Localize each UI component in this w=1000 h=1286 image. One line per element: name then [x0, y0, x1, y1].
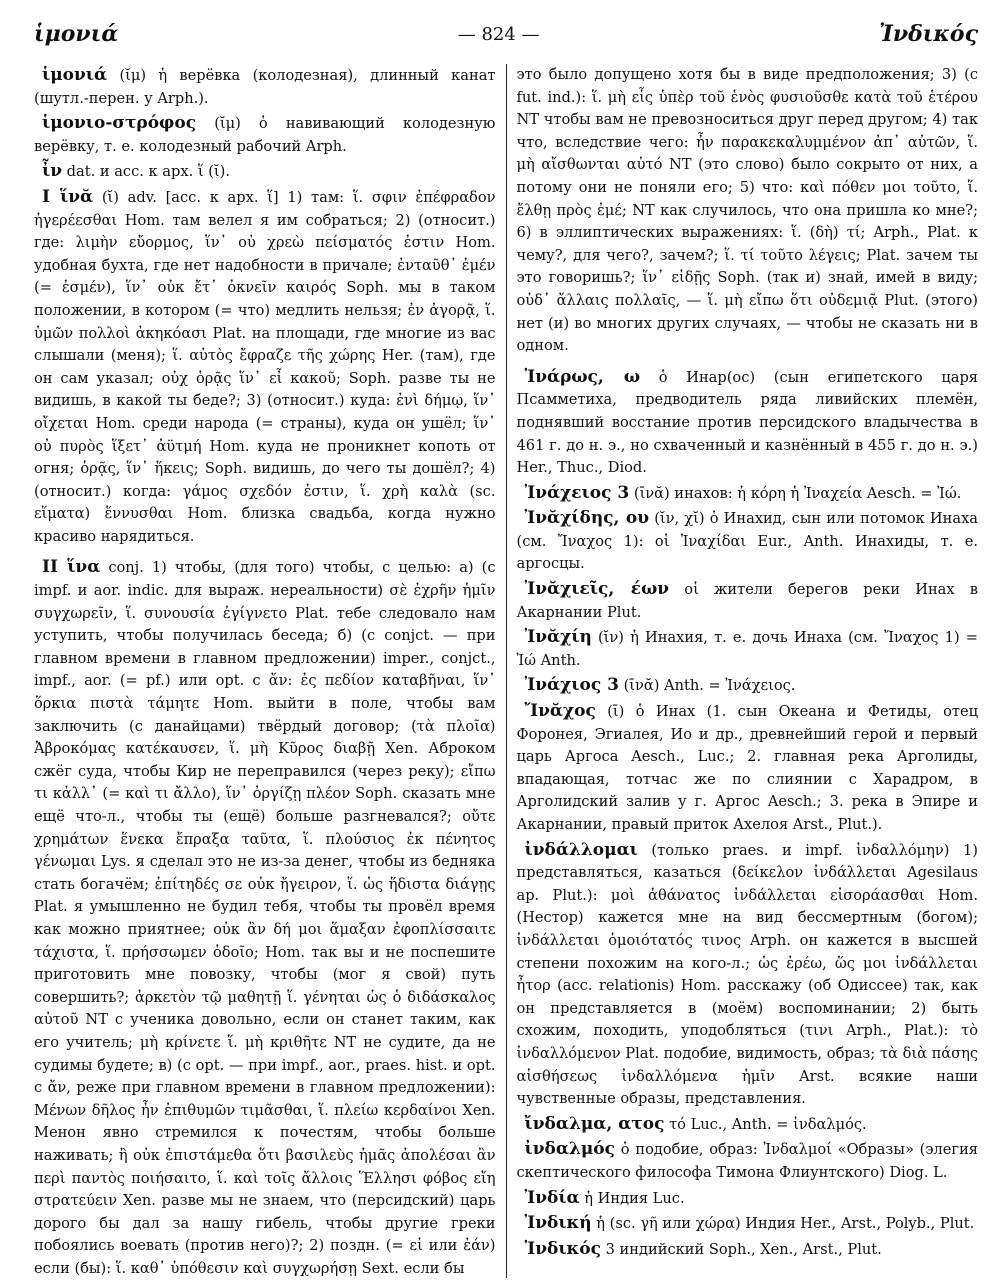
entry-text: οἱ жители берегов реки Инах в Акарнании Plut.	[516, 581, 978, 621]
entry-text: dat. и acc. к арх. ἵ (ῐ).	[66, 163, 230, 181]
entry-lemma: Ἰνᾰχιεῖς, έων	[524, 579, 670, 600]
entry-text: (ῐμ) ὁ навивающий колодезную верёвку, т. е. колодезный рабочий Arph.	[34, 115, 496, 155]
dictionary-entry	[517, 1113, 979, 1137]
entry-text: ὁ Инар(ос) (сын египетского царя Псамметиха, предводитель ряда ливийских племён, поднявший восстание против персидского владычества в 461 г. до н. э., но схваченный и казнённый в 455 г. до н. э.) Her., Thuc., Diod.	[516, 368, 978, 477]
entry-lemma: Ἰνᾰχίδης, ου	[524, 508, 650, 529]
dictionary-entry	[34, 556, 496, 1278]
entry-lemma: Ἰνᾰχίη	[524, 627, 592, 648]
entry-lemma: Ἰνάρως, ω	[524, 366, 641, 387]
entry-text: (ῐν, χῐ) ὁ Инахид, сын или потомок Инаха (см. Ἴναχος 1): οἱ Ἰναχίδαι Eur., Anth. Инахиды, т. е. аргосцы.	[516, 510, 978, 573]
entry-lemma: Ἰνάχιος 3	[524, 675, 619, 696]
entry-text: (ῐμ) ἡ верёвка (колодезная), длинный канат (шутл.-перен. у Arph.).	[34, 67, 496, 107]
entry-text: conj. 1) чтобы, (для того) чтобы, с целью: а) (с impf. и aor. indic. для выраж. нереальности) σὲ ἐχρῆν ἡμῖν συγχωρεῖν, ἵ. συνουσία ἐγίγνετο Plat. тебе следовало нам уступить, чтобы получилась беседа; б) (с conjct. — при главном времени в главном предложении) imper., conjct., impf., aor. (= pf.) или opt. с ἄν: ἐς πεδίον καταβῆναι, ἵν᾽ ὅρκια πιστὰ τάμητε Hom. выйти в поле, чтобы вам заключить (с данайцами) твёрдый договор; (τὰ πλοῖα) Ἀβροκόμας κατέκαυσεν, ἵ. μὴ Κῦρος διαβῇ Xen. Аброком сжёг суда, чтобы Кир не переправился (через реку); εἴπω τι κἀλλ᾽ (= καὶ τι ἄλλο), ἵν᾽ ὀργίζῃ πλέον Soph. сказать мне ещё что-л., чтобы ты (ещё) больше разгневался?; οὔτε χρημάτων ἕνεκα ἔπραξα ταῦτα, ἵ. πλούσιος ἐκ πένητος γένωμαι Lys. я сделал это не из-за денег, чтобы из бедняка стать богачём; ἐπίτηδές σε οὐκ ἤγειρον, ἵ. ὡς ἥδιστα διάγῃς Plat. я умышленно не будил тебя, чтобы ты провёл время как можно приятнее; οὐκ ἂν δή μοι ἅμαξαν ἐφοπλίσσαιτε τάχιστα, ἵ. πρήσσωμεν ὁδοῖο; Hom. так вы и не поспешите приготовить мне повозку, чтобы (мог я свой) путь совершить?; ἀρκετὸν τῷ μαθητῇ ἵ. γένηται ὡς ὁ διδάσκαλος αὐτοῦ NT с ученика довольно, если он станет таким, как его учитель; μὴ κρίνετε ἵ. μὴ κριθῆτε NT не судите, да не судимы будете; в) (с opt. — при impf., aor., praes. hist. и opt. с ἄν, реже при главном времени в главном предложении): Μένων δῆλος ἦν ἐπιθυμῶν τιμᾶσθαι, ἵ. πλείω κερδαίνοι Xen. Менон явно стремился к почестям, чтобы больше наживать; ἢ οὐκ ἐπιστάμεθα ὅτι βασιλεὺς ἡμᾶς ἀπολέσαι ἂν περὶ παντὸς ποιήσαιτο, ἵ. καὶ τοῖς ἄλλοις Ἕλλησι φόβος εἴη στρατεύειν Xen. разве мы не знаем, что (персидский) царь дорого бы дал за нашу гибель, чтобы другие греки побоялись воевать (против него)?; 2) поздн. (= εἰ или ἐάν) если (бы): ἵ. καθ᾽ ὑπόθεσιν καὶ συγχωρήσῃ Sext. если бы	[34, 559, 496, 1277]
entry-lemma: II ἵνα	[42, 557, 101, 578]
entry-text: ὁ подобие, образ: Ἰνδαλμοί «Образы» (элегия скептического философа Тимона Флиунтского) Diog. L.	[516, 1141, 978, 1181]
entry-text: это было допущено хотя бы в виде предположения; 3) (с fut. ind.): ἵ. μὴ εἷς ὑπὲρ τοῦ ἑνὸς φυσιοῦσθε κατὰ τοῦ ἑτέρου NT чтобы вам не превозноситься друг перед другом; 4) так что, вследствие чего: ἦν παρακεκαλυμμένον ἀπ᾽ αὐτῶν, ἵ. μὴ αἴσθωνται αὐτό NT (это слово) было сокрыто от них, а потому они не поняли его; 5) что: καὶ πόθεν μοι τοῦτο, ἵ. ἔλθῃ πρὸς ἐμέ; NT как случилось, что она пришла ко мне?; 6) в эллиптических выражениях: ἵ. (δὴ) τί; Arph., Plat. к чему?, для чего?, зачем?; ἵ. τί τοῦτο λέγεις; Plat. зачем ты это говоришь?; ἵν᾽ εἰδῇς Soph. (так и) знай, имей в виду; οὐδ᾽ ἄλλαις πολλαῖς, — ἵ. μὴ εἴπω ὅτι οὐδεμιᾷ Plut. (этого) нет (и) во многих других случаях, — чтобы не сказать ни в одном.	[516, 66, 978, 355]
entry-lemma: I ἵνᾰ	[42, 186, 94, 207]
entry-lemma: Ἰνδική	[524, 1213, 592, 1234]
page-header	[34, 14, 978, 54]
entry-lemma: ἱμονιο-στρόφος	[42, 113, 197, 134]
right-column	[506, 64, 979, 1278]
dictionary-entry	[34, 112, 496, 158]
dictionary-entry	[34, 160, 496, 184]
entry-lemma: Ἰνδία	[524, 1187, 580, 1208]
right-running-headword: Ἰνδικός	[879, 21, 978, 47]
entry-text: (только praes. и impf. ἰνδαλλόμην) 1) представляться, казаться (δείκελον ἰνδάλλεται Agesilaus ap. Plut.): μοὶ ἀθάνατος ἰνδάλλεται εἰσοράασθαι Hom. (Нестор) кажется мне на вид бессмертным (богом); ἰνδάλλεται ὁμοιότατός τινος Arph. он кажется в высшей степени похожим на кого-л.; ὡς ἐρέω, ὥς μοι ἰνδάλλεται ἦτορ (acc. relationis) Hom. расскажу (об Одиссее) так, как он представляется в (моём) воспоминании; 2) быть схожим, походить, уподобляться (τινι Arph., Plat.): τὸ ἰνδαλλόμενον Plat. подобие, видимость, образ; τὰ διὰ πάσης αἰσθήσεως ἰνδαλλόμενα ἡμῖν Arst. всякие наши чувственные образы, представления.	[516, 841, 978, 1108]
entry-lemma: ἶν	[42, 161, 63, 182]
entry-text: τό Luc., Anth. = ἰνδαλμός.	[669, 1115, 867, 1133]
entry-lemma: Ἴνᾰχος	[524, 701, 596, 722]
entry-lemma: Ἰνδικός	[524, 1238, 601, 1259]
dictionary-entry	[517, 674, 979, 698]
entry-text: (ῑνᾰ) инахов: ἡ κόρη ἡ Ἰναχεία Aesch. = Ἰώ.	[633, 484, 962, 502]
dictionary-entry	[517, 1138, 979, 1184]
entry-text: ἡ (sc. γῆ или χώρα) Индия Her., Arst., Polyb., Plut.	[596, 1215, 975, 1233]
dictionary-entry	[517, 366, 979, 480]
dictionary-entry	[517, 700, 979, 837]
entry-lemma: ἰνδάλλομαι	[524, 839, 638, 860]
dictionary-entry	[517, 1187, 979, 1211]
dictionary-entry	[517, 507, 979, 576]
left-running-headword: ἱμονιά	[34, 21, 119, 47]
entry-text: (ῑνᾰ) Anth. = Ἰνάχειος.	[623, 677, 796, 695]
page-number: — 824 —	[457, 23, 540, 45]
entry-text: 3 индийский Soph., Xen., Arst., Plut.	[605, 1240, 882, 1258]
entry-lemma: ἰνδαλμός	[524, 1139, 615, 1160]
entry-text: (ῐν) ἡ Инахия, т. е. дочь Инаха (см. Ἴναχος 1) = Ἰώ Anth.	[516, 629, 978, 669]
dictionary-columns	[34, 64, 978, 1278]
entry-text: ἡ Индия Luc.	[584, 1189, 685, 1207]
dictionary-entry	[34, 186, 496, 549]
entry-text: (ῐ) adv. [acc. к арх. ἵ] 1) там: ἵ. σφιν ἐπέφραδον ἠγερέεσθαι Hom. там велел я им собраться; 2) (относит.) где: λιμὴν εὔορμος, ἵν᾽ οὐ χρεὼ πείσματός ἐστιν Hom. удобная бухта, где нет надобности в причале; ἐνταῦθ᾽ ἐμέν (= ἐσμέν), ἵν᾽ οὐκ ἔτ᾽ ὀκνεῖν καιρός Soph. мы в таком положении, в котором (= что) медлить нельзя; ἐν ἀγορᾷ, ἵ. ὑμῶν πολλοὶ ἀκηκόασι Plat. на площади, где многие из вас слышали (меня); ἵ. αὐτὸς ἔφραζε τῆς χώρης Her. (там), где он сам указал; οὐχ ὁρᾷς ἵν᾽ εἶ κακοῦ; Soph. разве ты не видишь, в какой ты беде?; 3) (относит.) куда: ἐνὶ δήμῳ, ἵν᾽ οἴχεται Hom. среди народа (= страны), куда он ушёл; ἵν᾽ οὐ πυρὸς ἵξετ᾽ ἀϋτμή Hom. куда не проникнет копоть от огня; ὁρᾷς, ἵν᾽ ἥκεις; Soph. видишь, до чего ты дошёл?; 4) (относит.) когда: γάμος σχεδόν ἐστιν, ἵ. χρὴ καλὰ (sc. εἵματα) ἕννυσθαι Hom. близка свадьба, когда нужно красиво нарядиться.	[34, 188, 496, 545]
dictionary-entry	[517, 1212, 979, 1236]
dictionary-entry	[34, 64, 496, 110]
dictionary-entry	[517, 839, 979, 1111]
entry-text: (ῑ) ὁ Инах (1. сын Океана и Фетиды, отец Форонея, Эгиалея, Ио и др., древнейший герой и первый царь Аргоса Aesch., Luc.; 2. главная река Арголиды, впадающая, тотчас же по слиянии с Харадром, в Арголидский залив у г. Аргос Aesch.; 3. река в Эпире и Акарнании, правый приток Ахелоя Arst., Plut.).	[516, 703, 978, 833]
dictionary-entry	[517, 626, 979, 672]
dictionary-entry	[517, 1238, 979, 1262]
dictionary-entry-continued	[517, 64, 979, 358]
dictionary-entry	[517, 578, 979, 624]
entry-lemma: ἱμονιά	[42, 65, 108, 85]
dictionary-entry	[517, 482, 979, 506]
entry-lemma: ἴνδαλμα, ατος	[524, 1113, 665, 1134]
entry-lemma: Ἰνάχειος 3	[524, 482, 630, 503]
left-column	[34, 64, 506, 1278]
